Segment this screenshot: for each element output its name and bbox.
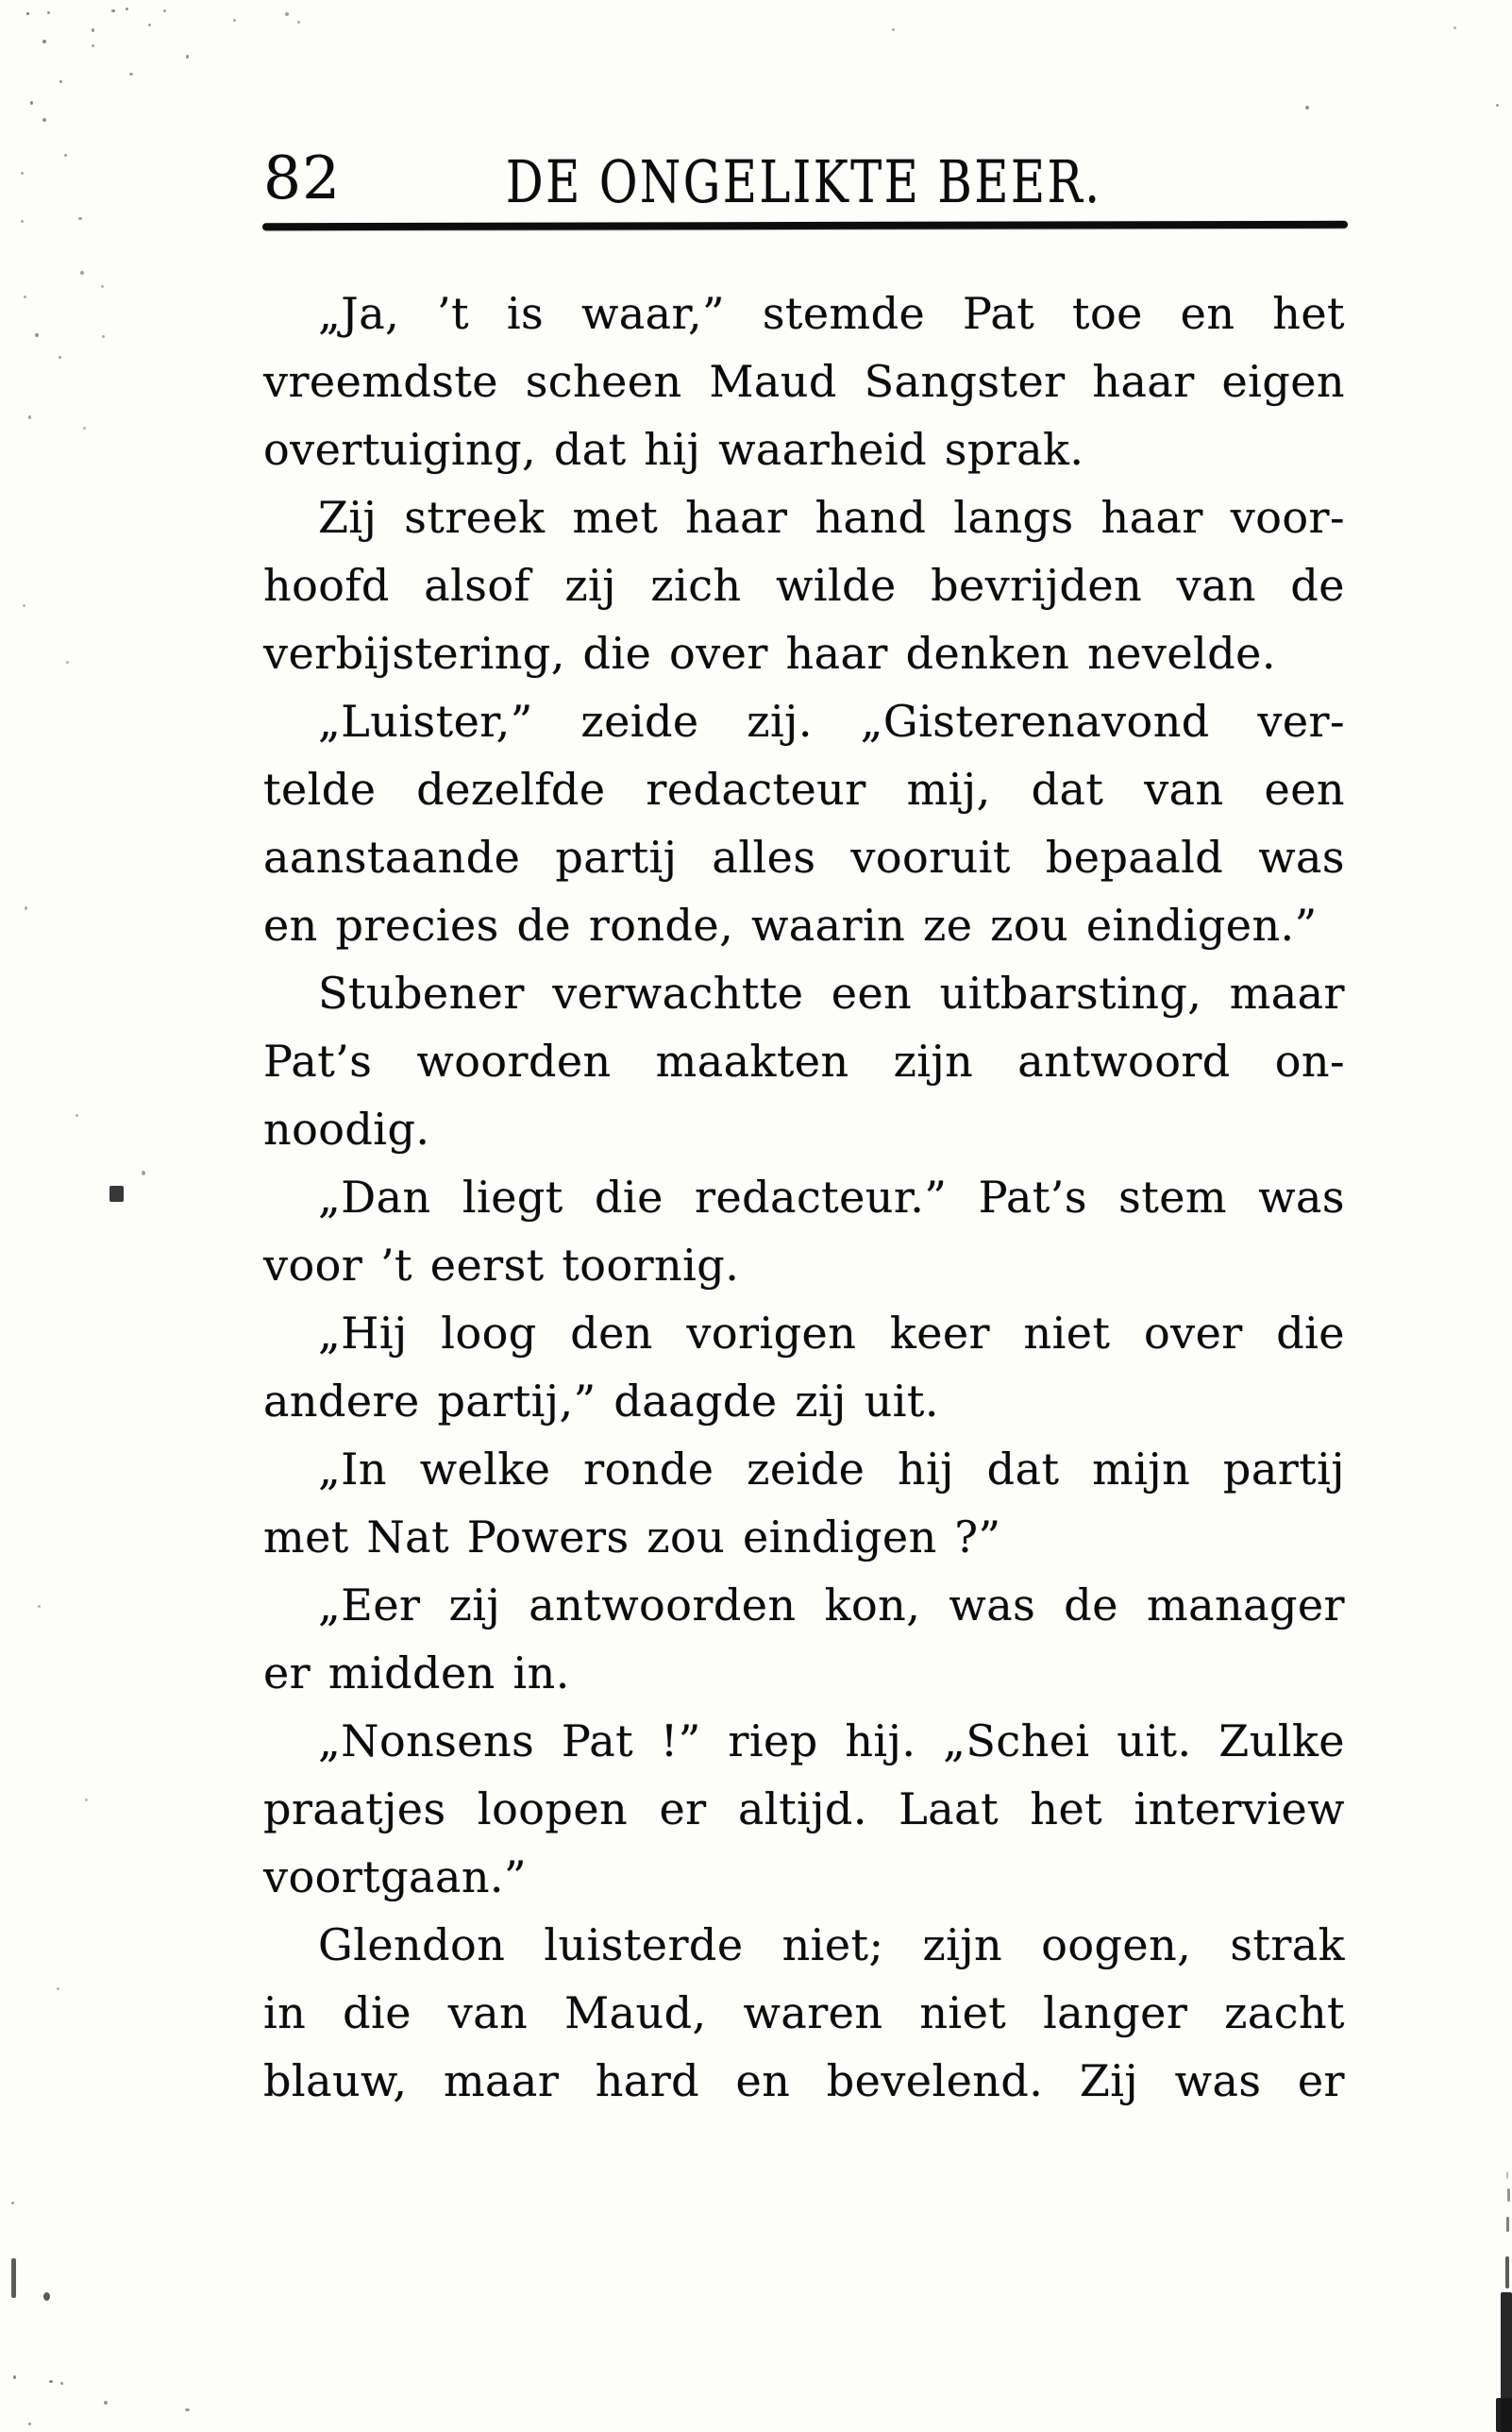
scan-speck [28, 2423, 31, 2425]
text-line: vreemdste scheen Maud Sangster haar eigen [263, 356, 1345, 407]
scan-speck [163, 9, 166, 12]
text-line: Pat’s woorden maakten zijn antwoord on- [263, 1036, 1345, 1087]
scan-speck [28, 415, 31, 419]
scan-speck [83, 427, 86, 430]
scan-speck [24, 296, 26, 298]
scan-speck [26, 12, 29, 15]
scan-speck [21, 220, 24, 223]
scan-speck [101, 285, 104, 288]
scan-speck [92, 44, 94, 47]
scan-speck [80, 271, 84, 275]
text-block [263, 279, 1345, 2115]
text-line: voortgaan.” [263, 1851, 527, 1902]
scan-speck [185, 2408, 190, 2411]
header-divider-rule [262, 221, 1348, 230]
text-line: „Nonsens Pat !” riep hij. „Schei uit. Zulke [318, 1715, 1345, 1766]
text-line: hoofd alsof zij zich wilde bevrijden van de [263, 560, 1345, 611]
scan-speck [23, 604, 25, 607]
scan-speck [1305, 106, 1309, 110]
text-line: Glendon luisterde niet; zijn oogen, strak [318, 1919, 1345, 1970]
scan-speck [11, 2258, 16, 2298]
scan-speck [142, 1171, 145, 1175]
text-line: noodig. [263, 1104, 430, 1155]
text-line: telde dezelfde redacteur mij, dat van een [263, 764, 1345, 815]
scan-speck [76, 1114, 78, 1117]
scan-speck [59, 80, 62, 83]
scan-speck [126, 8, 128, 10]
scan-speck [297, 21, 300, 24]
scan-speck [59, 356, 61, 359]
text-line: praatjes loopen er altijd. Laat het interview [263, 1783, 1345, 1834]
scan-speck [47, 11, 50, 14]
page-header [263, 142, 1345, 217]
scan-speck [111, 9, 115, 12]
scan-speck [13, 2375, 16, 2379]
text-line: „Ja, ’t is waar,” stemde Pat toe en het [318, 288, 1345, 339]
scan-speck [1453, 26, 1456, 29]
scan-speck [233, 19, 236, 22]
scan-speck [186, 55, 189, 59]
book-title: DE ONGELIKTE BEER. [506, 147, 1102, 216]
scan-speck [104, 2401, 108, 2405]
scan-speck [25, 906, 27, 910]
text-line: blauw, maar hard en bevelend. Zij was er [263, 2055, 1345, 2106]
text-line: aanstaande partij alles vooruit bepaald was [263, 832, 1345, 883]
running-header [263, 147, 1345, 216]
text-line: verbijstering, die over haar denken nevelde. [263, 628, 1276, 679]
scan-speck [1507, 2188, 1510, 2202]
text-line: „Eer zij antwoorden kon, was de manager [318, 1579, 1345, 1630]
text-line: met Nat Powers zou eindigen ?” [263, 1512, 1001, 1562]
scan-speck [1496, 104, 1499, 107]
scan-speck [1506, 2171, 1508, 2179]
scan-speck [30, 101, 33, 105]
scan-speck [35, 333, 39, 337]
text-line: „Hij loog den vorigen keer niet over die [318, 1308, 1345, 1359]
scan-speck [11, 2202, 14, 2204]
text-line: in die van Maud, waren niet langer zacht [263, 1987, 1345, 2038]
scan-speck [42, 118, 46, 122]
scan-speck [42, 40, 46, 43]
scan-speck [148, 24, 151, 26]
page-number: 82 [263, 144, 342, 212]
scan-speck [78, 217, 82, 220]
scan-speck [66, 661, 69, 664]
text-line: voor ’t eerst toornig. [263, 1240, 740, 1291]
scan-speck [1496, 2398, 1512, 2432]
scan-speck [60, 2382, 63, 2385]
scan-speck [129, 73, 133, 76]
scan-speck [64, 154, 67, 157]
text-line: „Dan liegt die redacteur.” Pat’s stem was [318, 1172, 1345, 1223]
text-line: en precies de ronde, waarin ze zou eindigen.” [263, 900, 1318, 951]
text-line: andere partij,” daagde zij uit. [263, 1376, 939, 1427]
scan-speck [1506, 2217, 1509, 2232]
scan-speck [49, 2380, 53, 2383]
text-line: er midden in. [263, 1647, 570, 1698]
scan-speck [285, 12, 289, 16]
text-line: Zij streek met haar hand langs haar voor- [318, 492, 1345, 543]
scan-speck [892, 28, 895, 31]
text-line: Stubener verwachtte een uitbarsting, maar [318, 968, 1345, 1019]
scan-speck [57, 1987, 59, 1990]
text-line: „In welke ronde zeide hij dat mijn partij [318, 1444, 1345, 1495]
scan-speck [109, 1186, 124, 1202]
scan-speck [38, 1605, 41, 1608]
scan-speck [85, 1799, 88, 1801]
text-line: overtuiging, dat hij waarheid sprak. [263, 424, 1084, 475]
scan-speck [21, 172, 24, 175]
text-line: „Luister,” zeide zij. „Gisterenavond ver- [318, 696, 1345, 747]
scan-speck [1505, 2256, 1509, 2288]
scan-speck [102, 335, 105, 338]
scan-speck [43, 2292, 50, 2301]
scan-speck [92, 28, 94, 32]
